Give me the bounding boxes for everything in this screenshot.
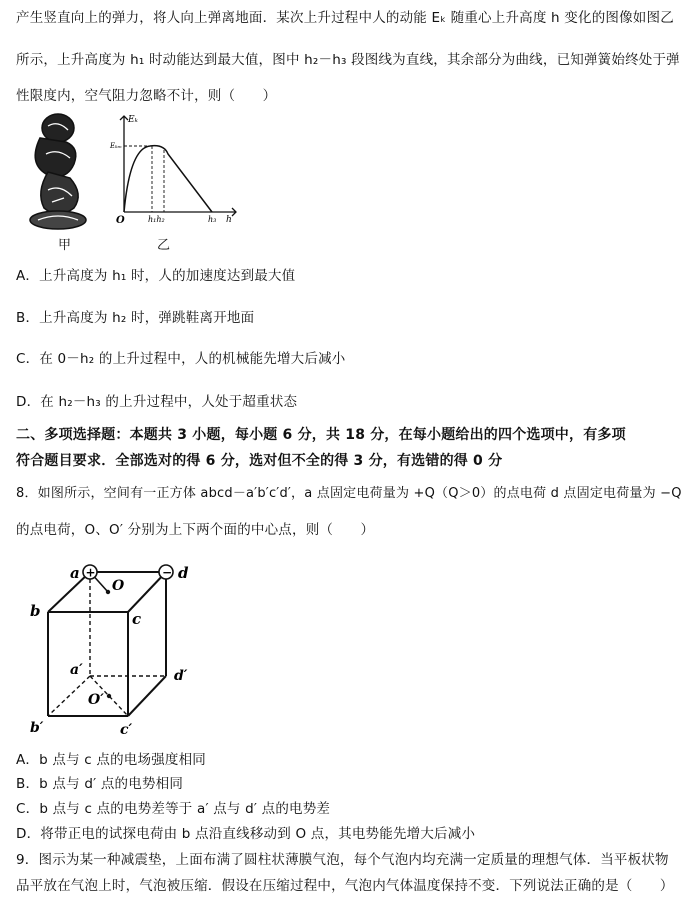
person-jumping-figure — [18, 108, 108, 234]
q8-stem-line-2: 的点电荷，O、O′ 分别为上下两个面的中心点，则（ ） — [16, 522, 375, 538]
minus-charge-symbol: − — [162, 565, 173, 580]
graph-xaxis-label: h — [226, 215, 232, 225]
q7-option-a: A．上升高度为 h₁ 时，人的加速度达到最大值 — [16, 268, 296, 284]
cube-label-d-prime: d′ — [174, 668, 188, 684]
q8-option-a: A．b 点与 c 点的电场强度相同 — [16, 752, 207, 768]
cube-figure — [20, 556, 220, 738]
q8-stem-line-1: 8．如图所示，空间有一正方体 abcd－a′b′c′d′，a 点固定电荷量为 +Q（Q＞0）的点电荷 d 点固定电荷量为 −Q — [16, 486, 682, 501]
q8-option-c: C．b 点与 c 点的电势差等于 a′ 点与 d′ 点的电势差 — [16, 801, 331, 817]
cube-label-o-prime: O′ — [88, 692, 104, 708]
graph-yaxis-label: Eₖ — [128, 115, 138, 125]
graph-h1h2-label: h₁h₂ — [148, 215, 165, 224]
q7-option-d: D．在 h₂－h₃ 的上升过程中，人处于超重状态 — [16, 394, 298, 410]
figure-label-jia: 甲 — [58, 238, 72, 253]
cube-label-c: c — [132, 610, 142, 628]
q8-option-b: B．b 点与 d′ 点的电势相同 — [16, 776, 184, 792]
plus-charge-symbol: + — [85, 565, 96, 580]
q7-stem-line-3: 性限度内，空气阻力忽略不计，则（ ） — [16, 88, 277, 104]
q9-stem-line-2: 品平放在气泡上时，气泡被压缩．假设在压缩过程中，气泡内气体温度保持不变．下列说法正确的是（ ） — [16, 878, 674, 894]
cube-label-b-prime: b′ — [30, 720, 44, 736]
q7-stem-line-2: 所示，上升高度为 h₁ 时动能达到最大值，图中 h₂－h₃ 段图线为直线，其余部分为曲线，已知弹簧始终处于弹 — [16, 52, 680, 68]
section-heading-line-2: 符合题目要求．全部选对的得 6 分，选对但不全的得 3 分，有选错的得 0 分 — [16, 453, 503, 469]
section-heading-line-1: 二、多项选择题：本题共 3 小题，每小题 6 分，共 18 分，在每小题给出的四个选项中，有多项 — [16, 427, 626, 443]
graph-ekm-label: Eₖₘ — [110, 142, 122, 150]
cube-label-o: O — [112, 578, 125, 594]
graph-h3-label: h₃ — [208, 215, 217, 224]
cube-label-a-prime: a′ — [70, 662, 83, 678]
q8-option-d: D．将带正电的试探电荷由 b 点沿直线移动到 O 点，其电势能先增大后减小 — [16, 826, 476, 842]
ek-h-graph — [112, 108, 242, 230]
q9-stem-line-1: 9．图示为某一种减震垫，上面布满了圆柱状薄膜气泡，每个气泡内均充满一定质量的理想气体．当平板状物 — [16, 852, 669, 868]
figure-label-yi: 乙 — [157, 238, 171, 253]
cube-label-d: d — [178, 564, 189, 582]
q7-stem-line-1: 产生竖直向上的弹力，将人向上弹离地面．某次上升过程中人的动能 Eₖ 随重心上升高度 h 变化的图像如图乙 — [16, 10, 674, 26]
cube-label-b: b — [30, 602, 41, 620]
q7-option-b: B．上升高度为 h₂ 时，弹跳鞋离开地面 — [16, 310, 255, 326]
cube-label-a: a — [70, 564, 80, 582]
graph-origin-label: O — [116, 215, 125, 226]
q7-option-c: C．在 0－h₂ 的上升过程中，人的机械能先增大后减小 — [16, 351, 346, 367]
cube-label-c-prime: c′ — [120, 722, 133, 738]
